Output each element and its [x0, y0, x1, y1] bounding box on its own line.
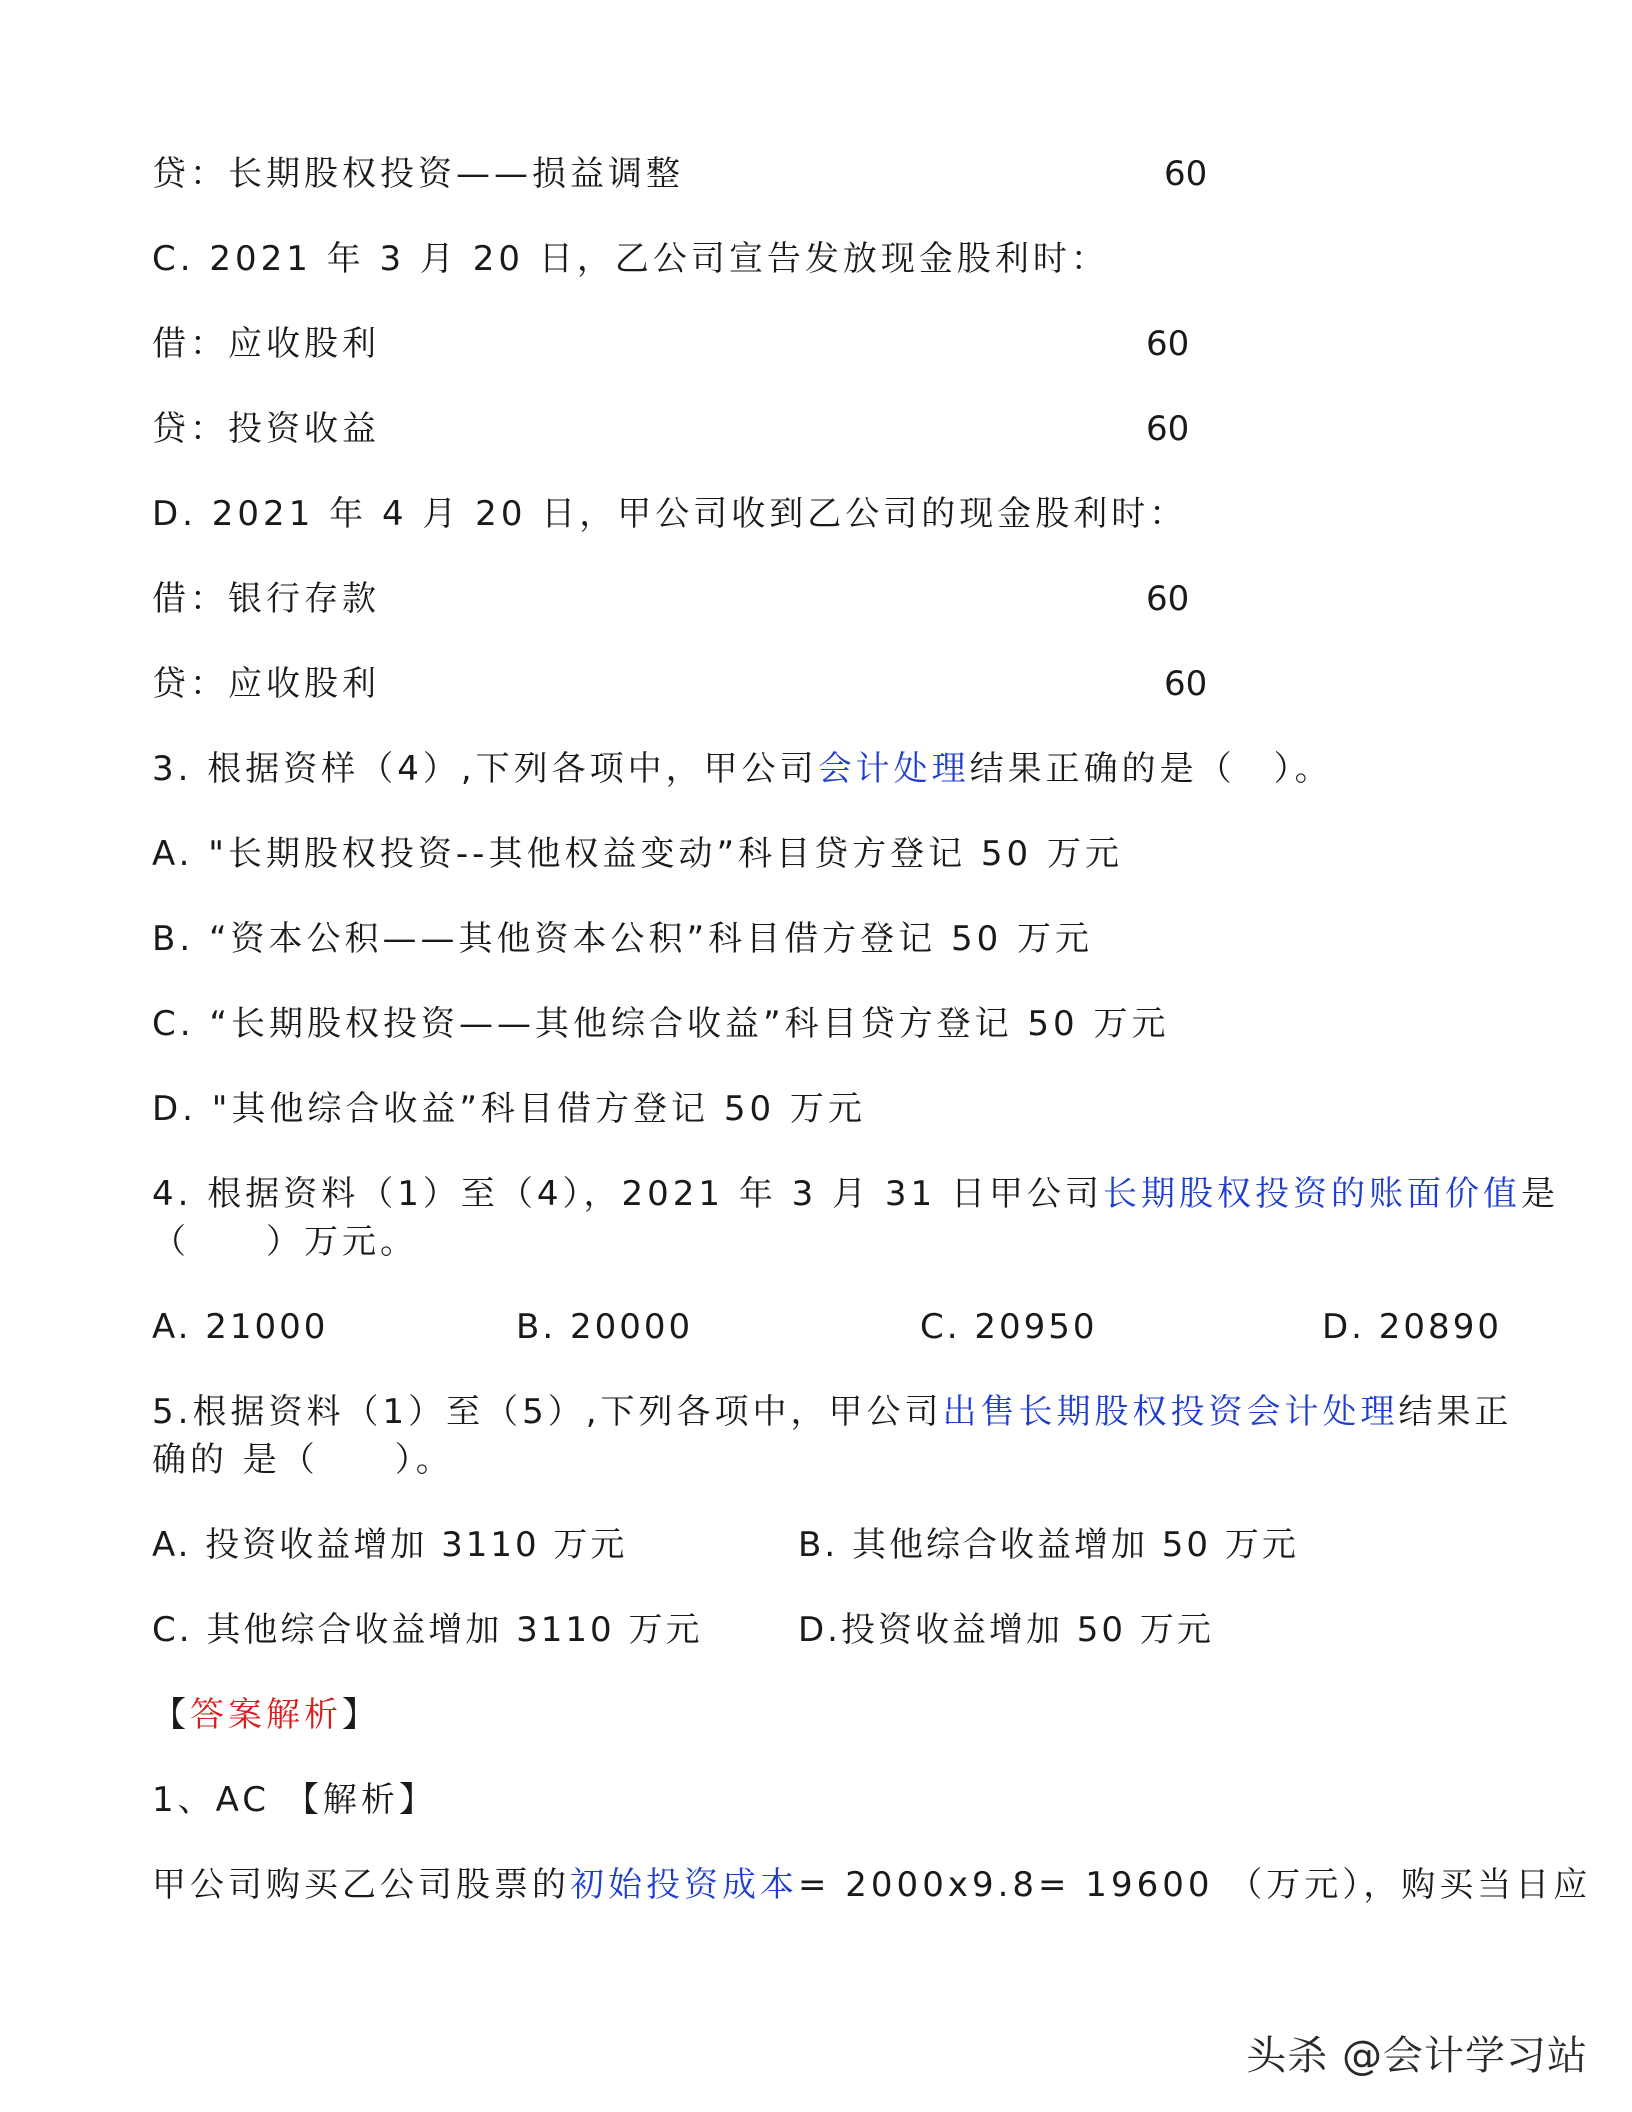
question-3-option-a: A. "长期股权投资--其他权益变动”科目贷方登记 50 万元	[152, 834, 1123, 874]
keyword-link[interactable]: 长期股权投资的账面价值	[1102, 1174, 1521, 1214]
question-3-option-c: C. “长期股权投资——其他综合收益”科目贷方登记 50 万元	[152, 1004, 1170, 1044]
answer-paragraph	[152, 1861, 1591, 1909]
question-4-stem-line2: （ ）万元。	[152, 1222, 418, 1262]
question-4-option-b: B. 20000	[516, 1307, 694, 1347]
question-stem-text: 5.根据资料（1）至（5）,下列各项中，甲公司	[152, 1392, 943, 1432]
question-5-option-b: B. 其他综合收益增加 50 万元	[798, 1525, 1299, 1565]
question-stem-text: 是	[1520, 1174, 1559, 1214]
entry-amount: 60	[1146, 324, 1190, 364]
entry-credit-dividend-receivable: 贷：应收股利	[152, 664, 380, 704]
question-5-option-c: C. 其他综合收益增加 3110 万元	[152, 1610, 703, 1650]
question-5-option-d: D.投资收益增加 50 万元	[798, 1610, 1214, 1650]
question-stem-text: 4. 根据资料（1）至（4），2021 年 3 月 31 日甲公司	[152, 1174, 1103, 1214]
question-3-option-b: B. “资本公积——其他资本公积”科目借方登记 50 万元	[152, 919, 1094, 959]
bracket: 】	[342, 1695, 380, 1735]
question-5-stem	[152, 1388, 1513, 1436]
question-stem-text: 3. 根据资样（4）,下列各项中，甲公司	[152, 749, 818, 789]
entry-amount: 60	[1164, 154, 1208, 194]
entry-debit-dividend-receivable: 借：应收股利	[152, 324, 380, 364]
question-4-option-c: C. 20950	[920, 1307, 1098, 1347]
answer-section-heading	[152, 1691, 380, 1739]
question-4-option-a: A. 21000	[152, 1307, 329, 1347]
keyword-link[interactable]: 会计处理	[817, 749, 970, 789]
question-stem-text: 结果正确的是（ ）。	[969, 749, 1333, 789]
question-4-stem	[152, 1170, 1559, 1218]
entry-amount: 60	[1146, 579, 1190, 619]
answer-title: 答案解析	[190, 1695, 342, 1735]
option-c-heading: C. 2021 年 3 月 20 日，乙公司宣告发放现金股利时：	[152, 239, 1109, 279]
entry-debit-bank-deposit: 借：银行存款	[152, 579, 380, 619]
entry-amount: 60	[1164, 664, 1208, 704]
question-3-option-d: D. "其他综合收益”科目借方登记 50 万元	[152, 1089, 866, 1129]
watermark: 头杀 @会计学习站	[1246, 2033, 1588, 2079]
question-5-stem-line2: 确的 是（ ）。	[152, 1440, 454, 1480]
paragraph-text: = 2000x9.8= 19600 （万元），购买当日应	[798, 1865, 1592, 1905]
option-d-heading: D. 2021 年 4 月 20 日，甲公司收到乙公司的现金股利时：	[152, 494, 1188, 534]
entry-credit-loss-adjust: 贷：长期股权投资——损益调整	[152, 154, 684, 194]
question-5-option-a: A. 投资收益增加 3110 万元	[152, 1525, 628, 1565]
entry-amount: 60	[1146, 409, 1190, 449]
keyword-link[interactable]: 初始投资成本	[570, 1865, 798, 1905]
bracket: 【	[152, 1695, 190, 1735]
keyword-link[interactable]: 出售长期股权投资会计处理	[942, 1392, 1399, 1432]
answer-item-1: 1、AC 【解析】	[152, 1780, 437, 1820]
paragraph-text: 甲公司购买乙公司股票的	[152, 1865, 570, 1905]
question-3-stem	[152, 745, 1333, 793]
entry-credit-investment-income: 贷：投资收益	[152, 409, 380, 449]
question-stem-text: 结果正	[1398, 1392, 1513, 1432]
question-4-option-d: D. 20890	[1322, 1307, 1502, 1347]
